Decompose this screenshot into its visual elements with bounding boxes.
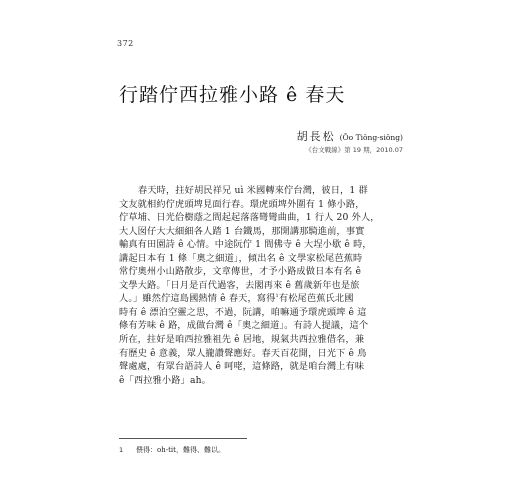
body-line: 佇草埔、日光佮樹蔭之間起起落落彎彎曲曲，1 行人 20 外人， bbox=[119, 212, 380, 224]
body-line: 有歷史 ê 意義，眾人攏讚聲應好。春天百花開，日光下 ê 鳥 bbox=[119, 347, 367, 359]
footnote bbox=[119, 445, 225, 455]
body-line: 文學大路。「日月是百代過客，去閣再來 ê 舊歲新年也是旅 bbox=[119, 279, 360, 291]
author-romanization: (Ôo Tiông-siông) bbox=[339, 133, 403, 142]
page-number: 372 bbox=[117, 39, 134, 48]
body-line: 春天時，拄好胡民祥兄 uì 米國轉來佇台灣，彼日，1 群 bbox=[138, 185, 368, 196]
body-line-text: 人。」雖然佇這島國熱情 ê 春天，寫得 bbox=[119, 293, 276, 305]
body-line: 大人囡仔大大細細各人踏 1 台鐵馬，那開講那騎進前，事實 bbox=[119, 225, 365, 237]
article-body bbox=[119, 184, 404, 387]
body-line: 時有 ê 漂泊空靈之思，不過，阮講，咱嘛通予環虎頭埤 ê 這 bbox=[119, 306, 367, 318]
footnote-text: 偎得：oh-tit，難得、難以。 bbox=[136, 446, 225, 454]
body-line: 聲處處，有眾台語詩人 ê 呵咾，這條路，就是咱台灣上有味 bbox=[119, 361, 365, 373]
footnote-divider bbox=[119, 438, 247, 439]
footnote-reference[interactable]: 1 bbox=[275, 293, 279, 300]
article-title: 行踏佇西拉雅小路 ê 春天 bbox=[119, 84, 346, 106]
author-name: 胡長松 bbox=[296, 130, 336, 143]
source-citation: 《台文戰線》第 19 期，2010.07 bbox=[305, 146, 403, 154]
body-line: 講起日本有 1 條「奧之細道」，傾出名 ê 文學家松尾芭蕉時 bbox=[119, 252, 363, 264]
body-line-text: 有松尾芭蕉氏北國 bbox=[278, 293, 354, 305]
body-line: 所在，拄好是咱西拉雅祖先 ê 居地，規氣共西拉雅借名，兼 bbox=[119, 334, 365, 346]
body-line: 輸真有田園詩 ê 心情。中途阮佇 1 間佛寺 ê 大埕小歇 ê 時， bbox=[119, 239, 372, 251]
body-line: 常佇奧州小山路散步，文章傳世，才予小路成做日本有名 ê bbox=[119, 266, 362, 278]
body-line bbox=[119, 292, 404, 306]
body-line: 條有芳味 ê 路，成做台灣 ê「奧之細道」。有詩人提議，這个 bbox=[119, 320, 369, 332]
body-line: ê「西拉雅小路」ah。 bbox=[119, 374, 211, 386]
body-line: 文友就相約佇虎頭埤見面行春。環虎頭埤外圍有 1 條小路， bbox=[119, 198, 365, 210]
author-byline bbox=[297, 128, 403, 144]
footnote-number: 1 bbox=[119, 446, 124, 454]
